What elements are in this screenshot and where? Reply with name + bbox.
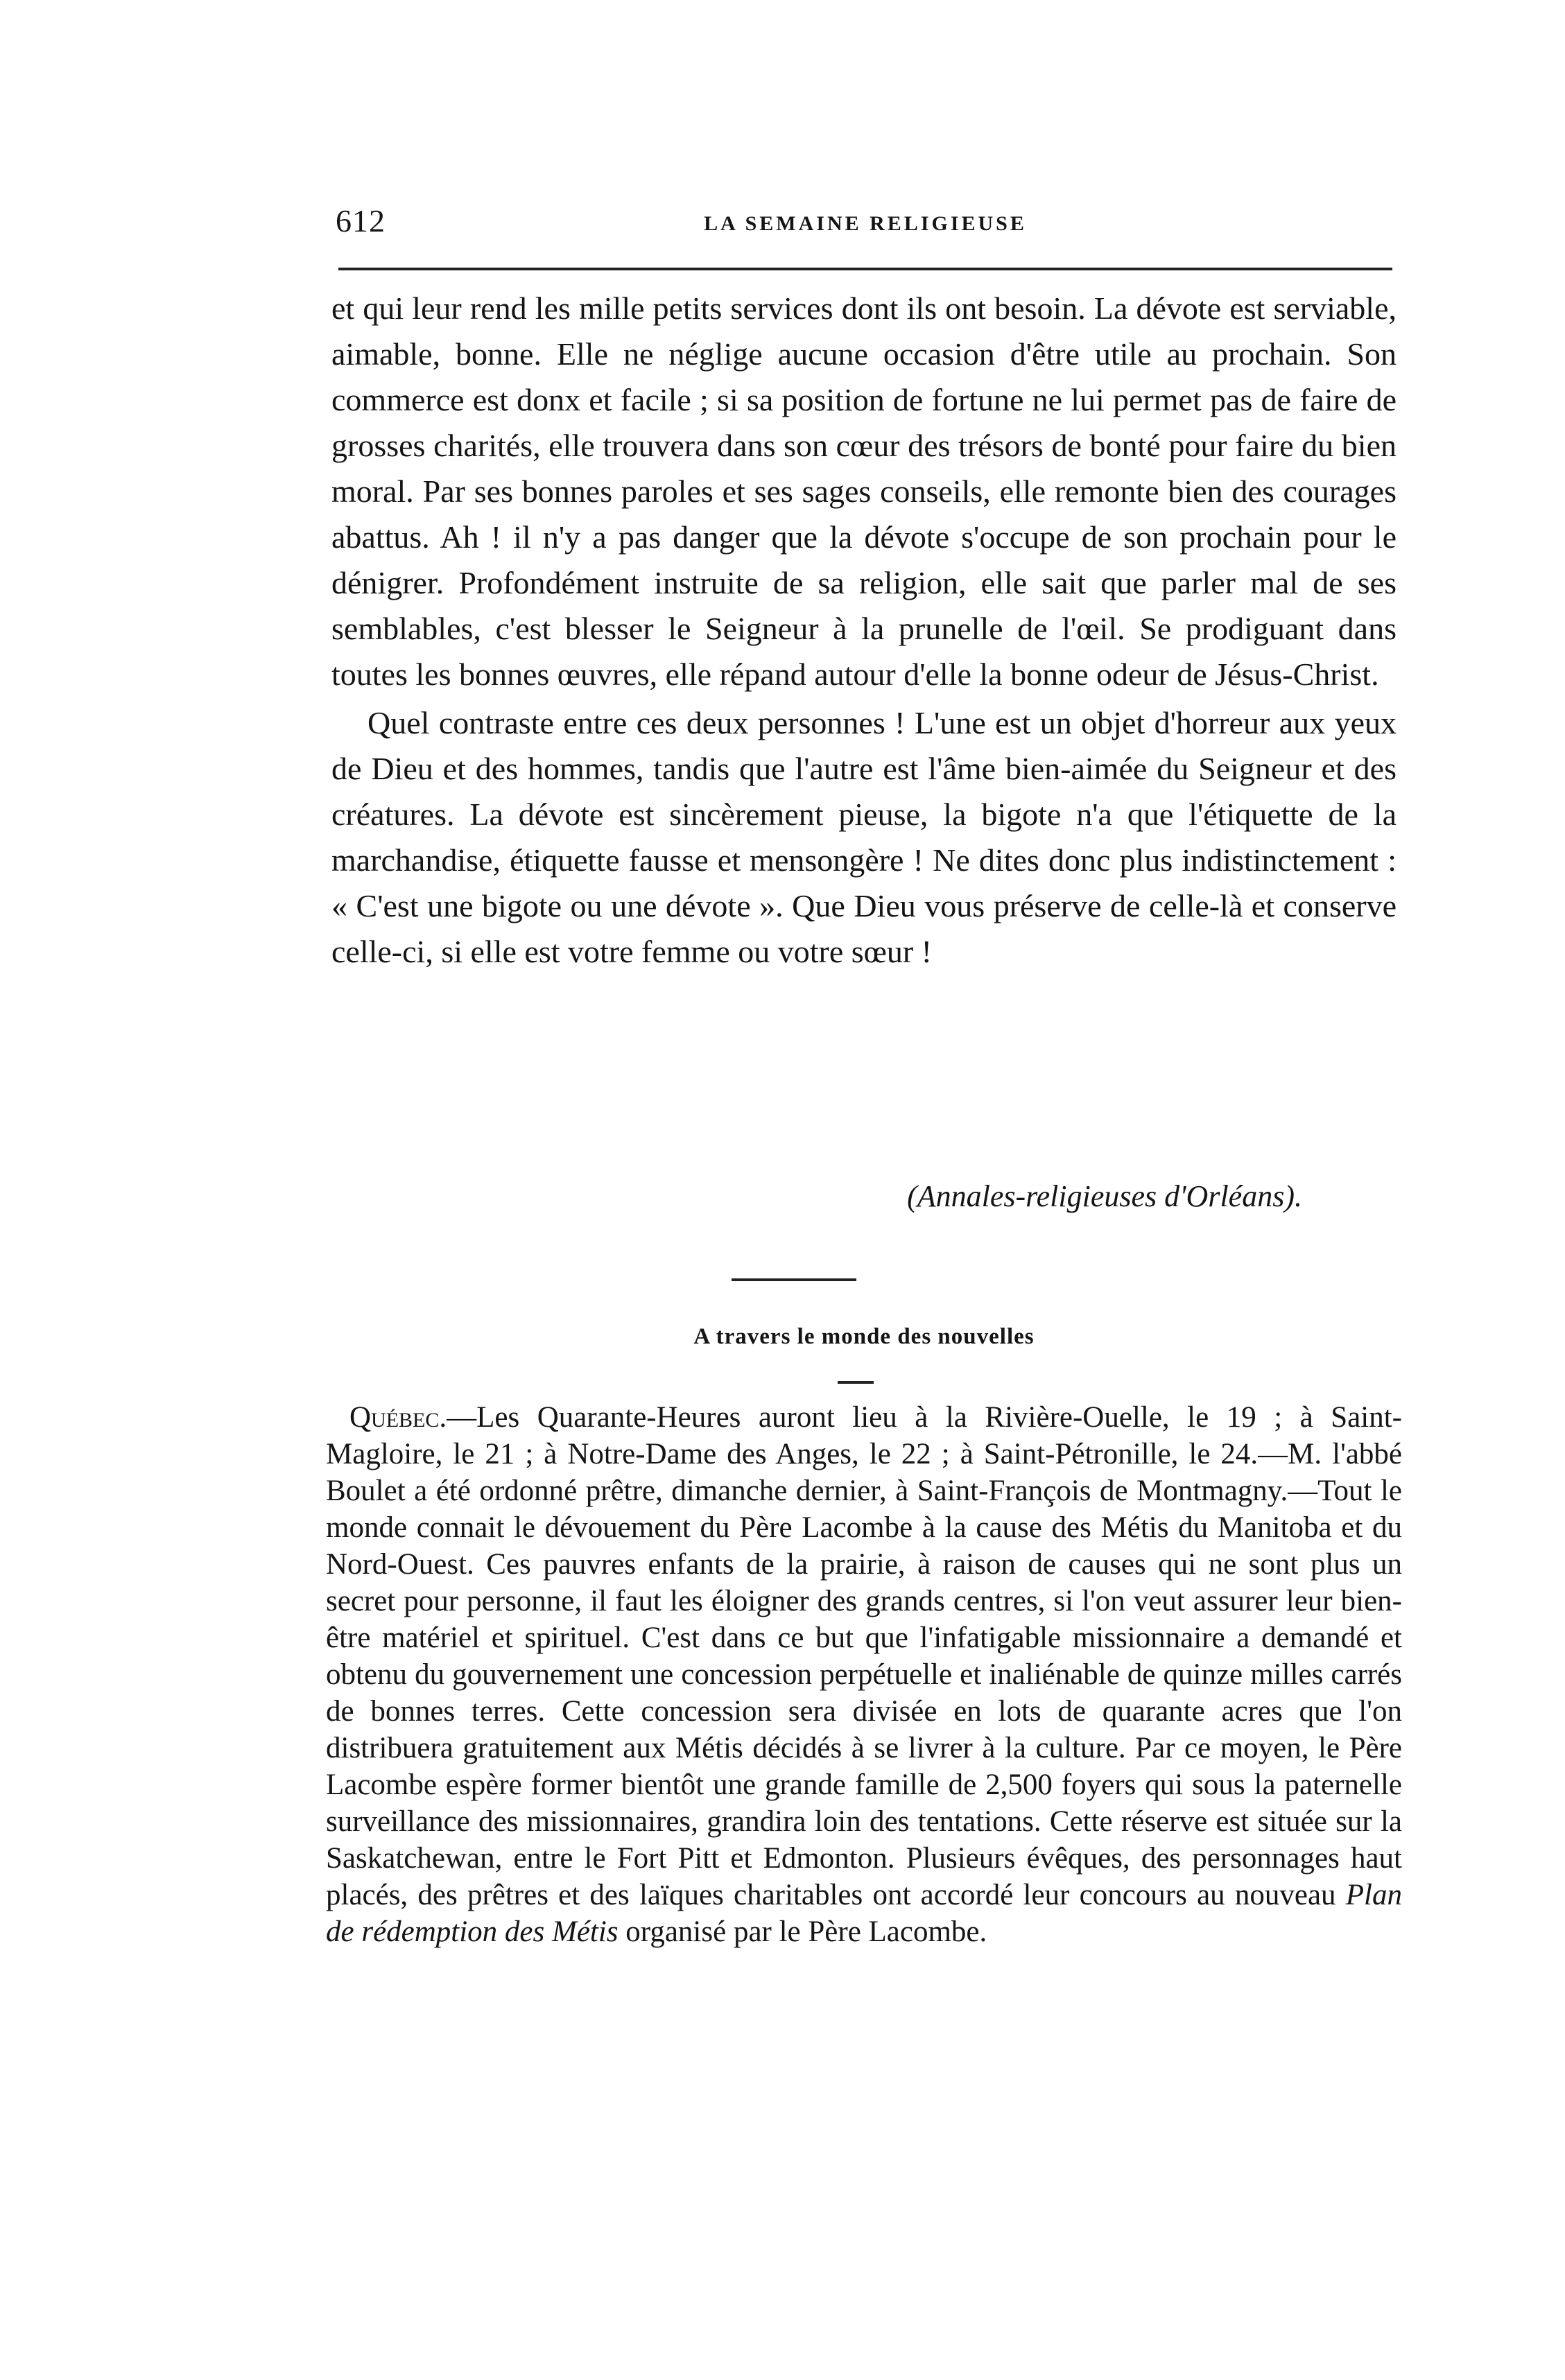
- source-attribution: (Annales-religieuses d'Orléans).: [907, 1179, 1302, 1213]
- paragraph-2: Quel contraste entre ces deux personnes ! L'une est un objet d'horreur aux yeux de Dieu et des hommes, tandis que l'autre est l'âme bien-aimée du Seigneur et des créatures. La dévote est sincèrement pieuse, la bigote n'a que l'étiquette de la marchandise, étiquette fausse et mensongère ! Ne dites donc plus indistinctement : « C'est une bigote ou une dévote ». Que Dieu vous préserve de celle-là et conserve celle-ci, si elle est votre femme ou votre sœur !: [331, 705, 1397, 969]
- news-paragraph: [326, 1399, 1402, 1950]
- section-divider: [732, 1278, 856, 1281]
- news-italic-title: Plan de rédemption des Métis: [326, 1879, 1402, 1948]
- running-title: LA SEMAINE RELIGIEUSE: [704, 212, 1027, 235]
- heading-dash: [838, 1381, 874, 1384]
- header-rule: [338, 268, 1392, 270]
- news-place: Québec.: [349, 1401, 447, 1434]
- page-header: [336, 202, 1395, 251]
- news-text-main: —Les Quarante-Heures auront lieu à la Rivière-Ouelle, le 19 ; à Saint-Magloire, le 21 ; à Notre-Dame des Anges, le 22 ; à Saint-Pétronille, le 24.—M. l'abbé Boulet a été ordonné prêtre, dimanche dernier, à Saint-François de Montmagny.—Tout le monde connait le dévouement du Père Lacombe à la cause des Métis du Manitoba et du Nord-Ouest. Ces pauvres enfants de la prairie, à raison de causes qui ne sont plus un secret pour personne, il faut les éloigner des grands centres, si l'on veut assurer leur bien-être matériel et spirituel. C'est dans ce but que l'infatigable missionnaire a demandé et obtenu du gouvernement une concession perpétuelle et inaliénable de quinze milles carrés de bonnes terres. Cette concession sera divisée en lots de quarante acres que l'on distribuera gratuitement aux Métis décidés à se livrer à la culture. Par ce moyen, le Père Lacombe espère former bientôt une grande famille de 2,500 foyers qui sous la paternelle surveillance des missionnaires, grandira loin des tentations. Cette réserve est située sur la Saskatchewan, entre le Fort Pitt et Edmonton. Plusieurs évêques, des personnages haut placés, des prêtres et des laïques charitables ont accordé leur concours au nouveau: [326, 1401, 1402, 1911]
- paragraph-1: et qui leur rend les mille petits services dont ils ont besoin. La dévote est serviable, aimable, bonne. Elle ne néglige aucune occasion d'être utile au prochain. Son commerce est donx et facile ; si sa position de fortune ne lui permet pas de faire de grosses charités, elle trouvera dans son cœur des trésors de bonté pour faire du bien moral. Par ses bonnes paroles et ses sages conseils, elle remonte bien des courages abattus. Ah ! il n'y a pas danger que la dévote s'occupe de son prochain pour le dénigrer. Profondément instruite de sa religion, elle sait que parler mal de ses semblables, c'est blesser le Seigneur à la prunelle de l'œil. Se prodiguant dans toutes les bonnes œuvres, elle répand autour d'elle la bonne odeur de Jésus-Christ.: [331, 290, 1397, 692]
- article-body: [331, 286, 1397, 975]
- page-number: 612: [336, 203, 386, 238]
- news-text-end: organisé par le Père Lacombe.: [618, 1916, 987, 1948]
- section-heading: A travers le monde des nouvelles: [693, 1324, 1035, 1349]
